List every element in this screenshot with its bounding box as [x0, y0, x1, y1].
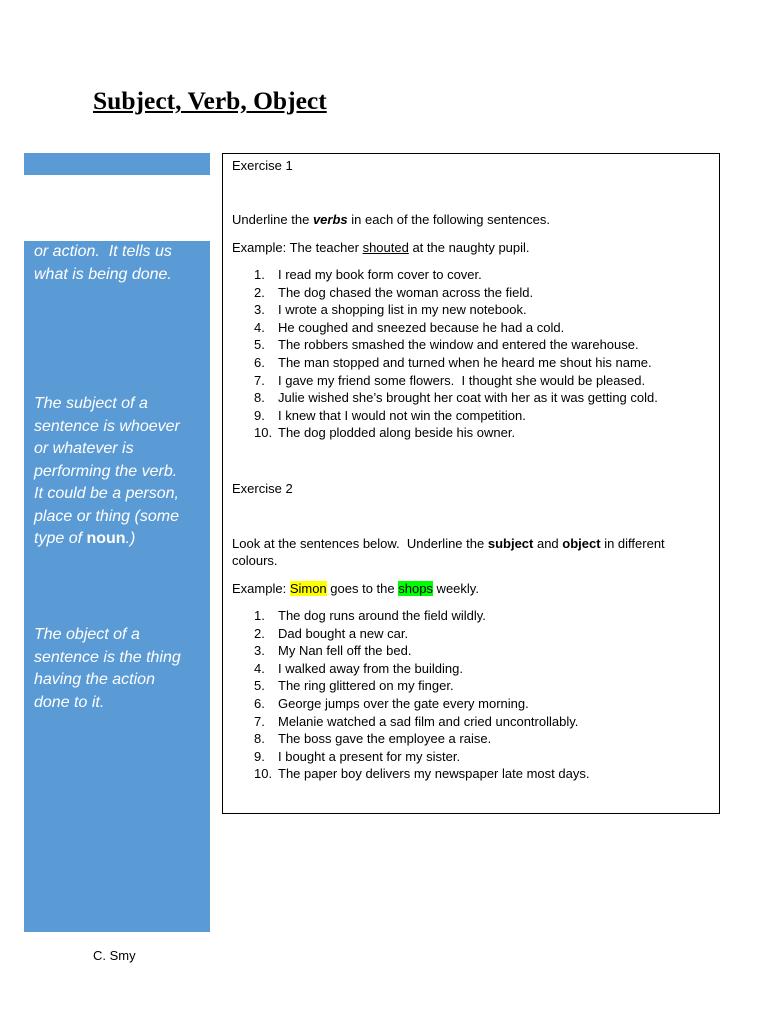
sidebar-keyword-noun: noun: [86, 530, 126, 547]
example-text: goes to the: [326, 581, 399, 596]
list-item-text: I read my book form cover to cover.: [278, 267, 482, 282]
exercise-2-heading: Exercise 2: [232, 481, 293, 496]
list-item: [223, 284, 719, 302]
list-item-number: 10.: [254, 766, 273, 782]
sidebar-text: type of: [34, 530, 87, 547]
list-item-text: I bought a present for my sister.: [278, 748, 461, 764]
list-item-text: The robbers smashed the window and entered the warehouse.: [278, 337, 639, 353]
list-item-text: The paper boy delivers my newspaper late most days.: [278, 766, 590, 782]
sidebar-text-line: The subject of a: [34, 395, 148, 412]
sidebar-text-line: done to it.: [34, 693, 105, 711]
list-item-number: 1.: [254, 608, 265, 623]
list-item: [223, 424, 719, 442]
list-item-number: 9.: [254, 407, 265, 423]
list-item-number: 7.: [254, 372, 265, 388]
list-item: [223, 695, 719, 713]
list-item-text: Melanie watched a sad film and cried uncontrollably.: [278, 713, 579, 729]
list-item-number: 3.: [254, 643, 265, 659]
instruction-text: and: [533, 536, 563, 551]
list-item-text: He coughed and sneezed because he had a cold.: [278, 319, 565, 335]
exercise-1-instruction: [232, 211, 550, 229]
example-subject-highlight: Simon: [289, 581, 327, 596]
list-item: [223, 372, 719, 390]
list-item-text: The boss gave the employee a raise.: [278, 731, 492, 747]
list-item: [223, 642, 719, 660]
sidebar-paragraph-lines: [34, 624, 210, 714]
sidebar-text-line: or action. It tells us: [34, 243, 172, 260]
sidebar-top-bar: [24, 153, 210, 175]
instruction-text: Look at the sentences below. Underline the: [232, 536, 488, 551]
sidebar-text-line: having the action: [34, 671, 155, 688]
sidebar-text-line: what is being done.: [34, 265, 172, 283]
keyword-verbs: verbs: [312, 212, 348, 227]
list-item-text: The ring glittered on my finger.: [278, 678, 454, 694]
list-item-number: 5.: [254, 678, 265, 694]
list-item: [223, 336, 719, 354]
sidebar-text-line: performing the verb.: [34, 462, 178, 480]
exercise-1-list: [223, 266, 719, 442]
list-item: [223, 730, 719, 748]
list-item-text: Julie wished she’s brought her coat with her as it was getting cold.: [278, 390, 658, 406]
list-item-text: Dad bought a new car.: [278, 625, 409, 641]
list-item: [223, 677, 719, 695]
sidebar-paragraph-subject: [34, 393, 210, 551]
list-item-text: I gave my friend some flowers. I thought she would be pleased.: [278, 372, 646, 388]
footer-author: C. Smy: [93, 948, 136, 963]
example-underlined-verb: shouted: [362, 240, 409, 255]
exercise-1-heading: Exercise 1: [232, 158, 293, 173]
list-item-text: I wrote a shopping list in my new notebook.: [278, 302, 527, 318]
keyword-subject: subject: [487, 536, 534, 551]
sidebar-panel: [24, 241, 210, 932]
list-item: [223, 389, 719, 407]
exercise-2-list: [223, 607, 719, 783]
list-item-number: 5.: [254, 337, 265, 353]
sidebar-text-line: It could be a person,: [34, 485, 179, 502]
instruction-text: in different: [600, 536, 665, 551]
list-item: [223, 660, 719, 678]
example-text: at the naughty pupil.: [408, 240, 530, 255]
sidebar-paragraph-lines: [34, 241, 210, 286]
list-item: [223, 266, 719, 284]
list-item-number: 10.: [254, 425, 273, 441]
sidebar-text-line: The object of a: [34, 626, 140, 643]
sidebar-text-line: place or thing (some: [34, 507, 179, 525]
list-item-number: 2.: [254, 284, 265, 300]
keyword-object: object: [562, 536, 601, 551]
example-text: Example:: [232, 581, 290, 596]
list-item-number: 9.: [254, 748, 265, 764]
exercise-2-example: [232, 580, 479, 598]
example-text: Example: The teacher: [232, 240, 363, 255]
list-item-text: The dog runs around the field wildly.: [278, 608, 486, 623]
list-item-number: 8.: [254, 731, 265, 747]
list-item: [223, 319, 719, 337]
exercise-1-example: [232, 239, 530, 257]
sidebar-text-line: sentence is whoever: [34, 417, 180, 435]
sidebar-text-line: [34, 528, 210, 551]
list-item-number: 7.: [254, 713, 265, 729]
list-item-number: 4.: [254, 319, 265, 335]
sidebar-paragraph-verb: [34, 241, 210, 286]
list-item-text: The man stopped and turned when he heard me shout his name.: [278, 354, 652, 370]
list-item-number: 8.: [254, 390, 265, 406]
list-item-number: 4.: [254, 660, 265, 676]
list-item-number: 6.: [254, 695, 265, 711]
list-item-number: 3.: [254, 302, 265, 318]
list-item-number: 1.: [254, 267, 265, 282]
page-title: Subject, Verb, Object: [93, 86, 327, 115]
list-item: [223, 607, 719, 625]
list-item-text: The dog chased the woman across the field.: [278, 284, 534, 300]
list-item-number: 2.: [254, 625, 265, 641]
list-item-number: 6.: [254, 354, 265, 370]
list-item-text: I walked away from the building.: [278, 660, 463, 676]
list-item-text: My Nan fell off the bed.: [278, 643, 412, 659]
instruction-text: colours.: [232, 553, 278, 568]
list-item: [223, 713, 719, 731]
instruction-text: in each of the following sentences.: [347, 212, 551, 227]
list-item: [223, 625, 719, 643]
exercise-box: [222, 153, 720, 814]
sidebar-paragraph-lines: [34, 393, 210, 528]
list-item: [223, 407, 719, 425]
sidebar-text-line: or whatever is: [34, 440, 134, 457]
example-object-highlight: shops: [398, 581, 433, 596]
instruction-text: Underline the: [232, 212, 313, 227]
list-item: [223, 301, 719, 319]
sidebar-paragraph-object: [34, 624, 210, 714]
exercise-2-instruction: [232, 535, 665, 569]
list-item-text: The dog plodded along beside his owner.: [278, 425, 516, 441]
list-item: [223, 748, 719, 766]
list-item: [223, 354, 719, 372]
example-text: weekly.: [432, 581, 479, 596]
list-item-text: I knew that I would not win the competition.: [278, 407, 526, 423]
sidebar-text-line: sentence is the thing: [34, 648, 181, 666]
sidebar-text: .): [125, 530, 136, 547]
list-item: [223, 765, 719, 783]
list-item-text: George jumps over the gate every morning.: [278, 695, 529, 711]
